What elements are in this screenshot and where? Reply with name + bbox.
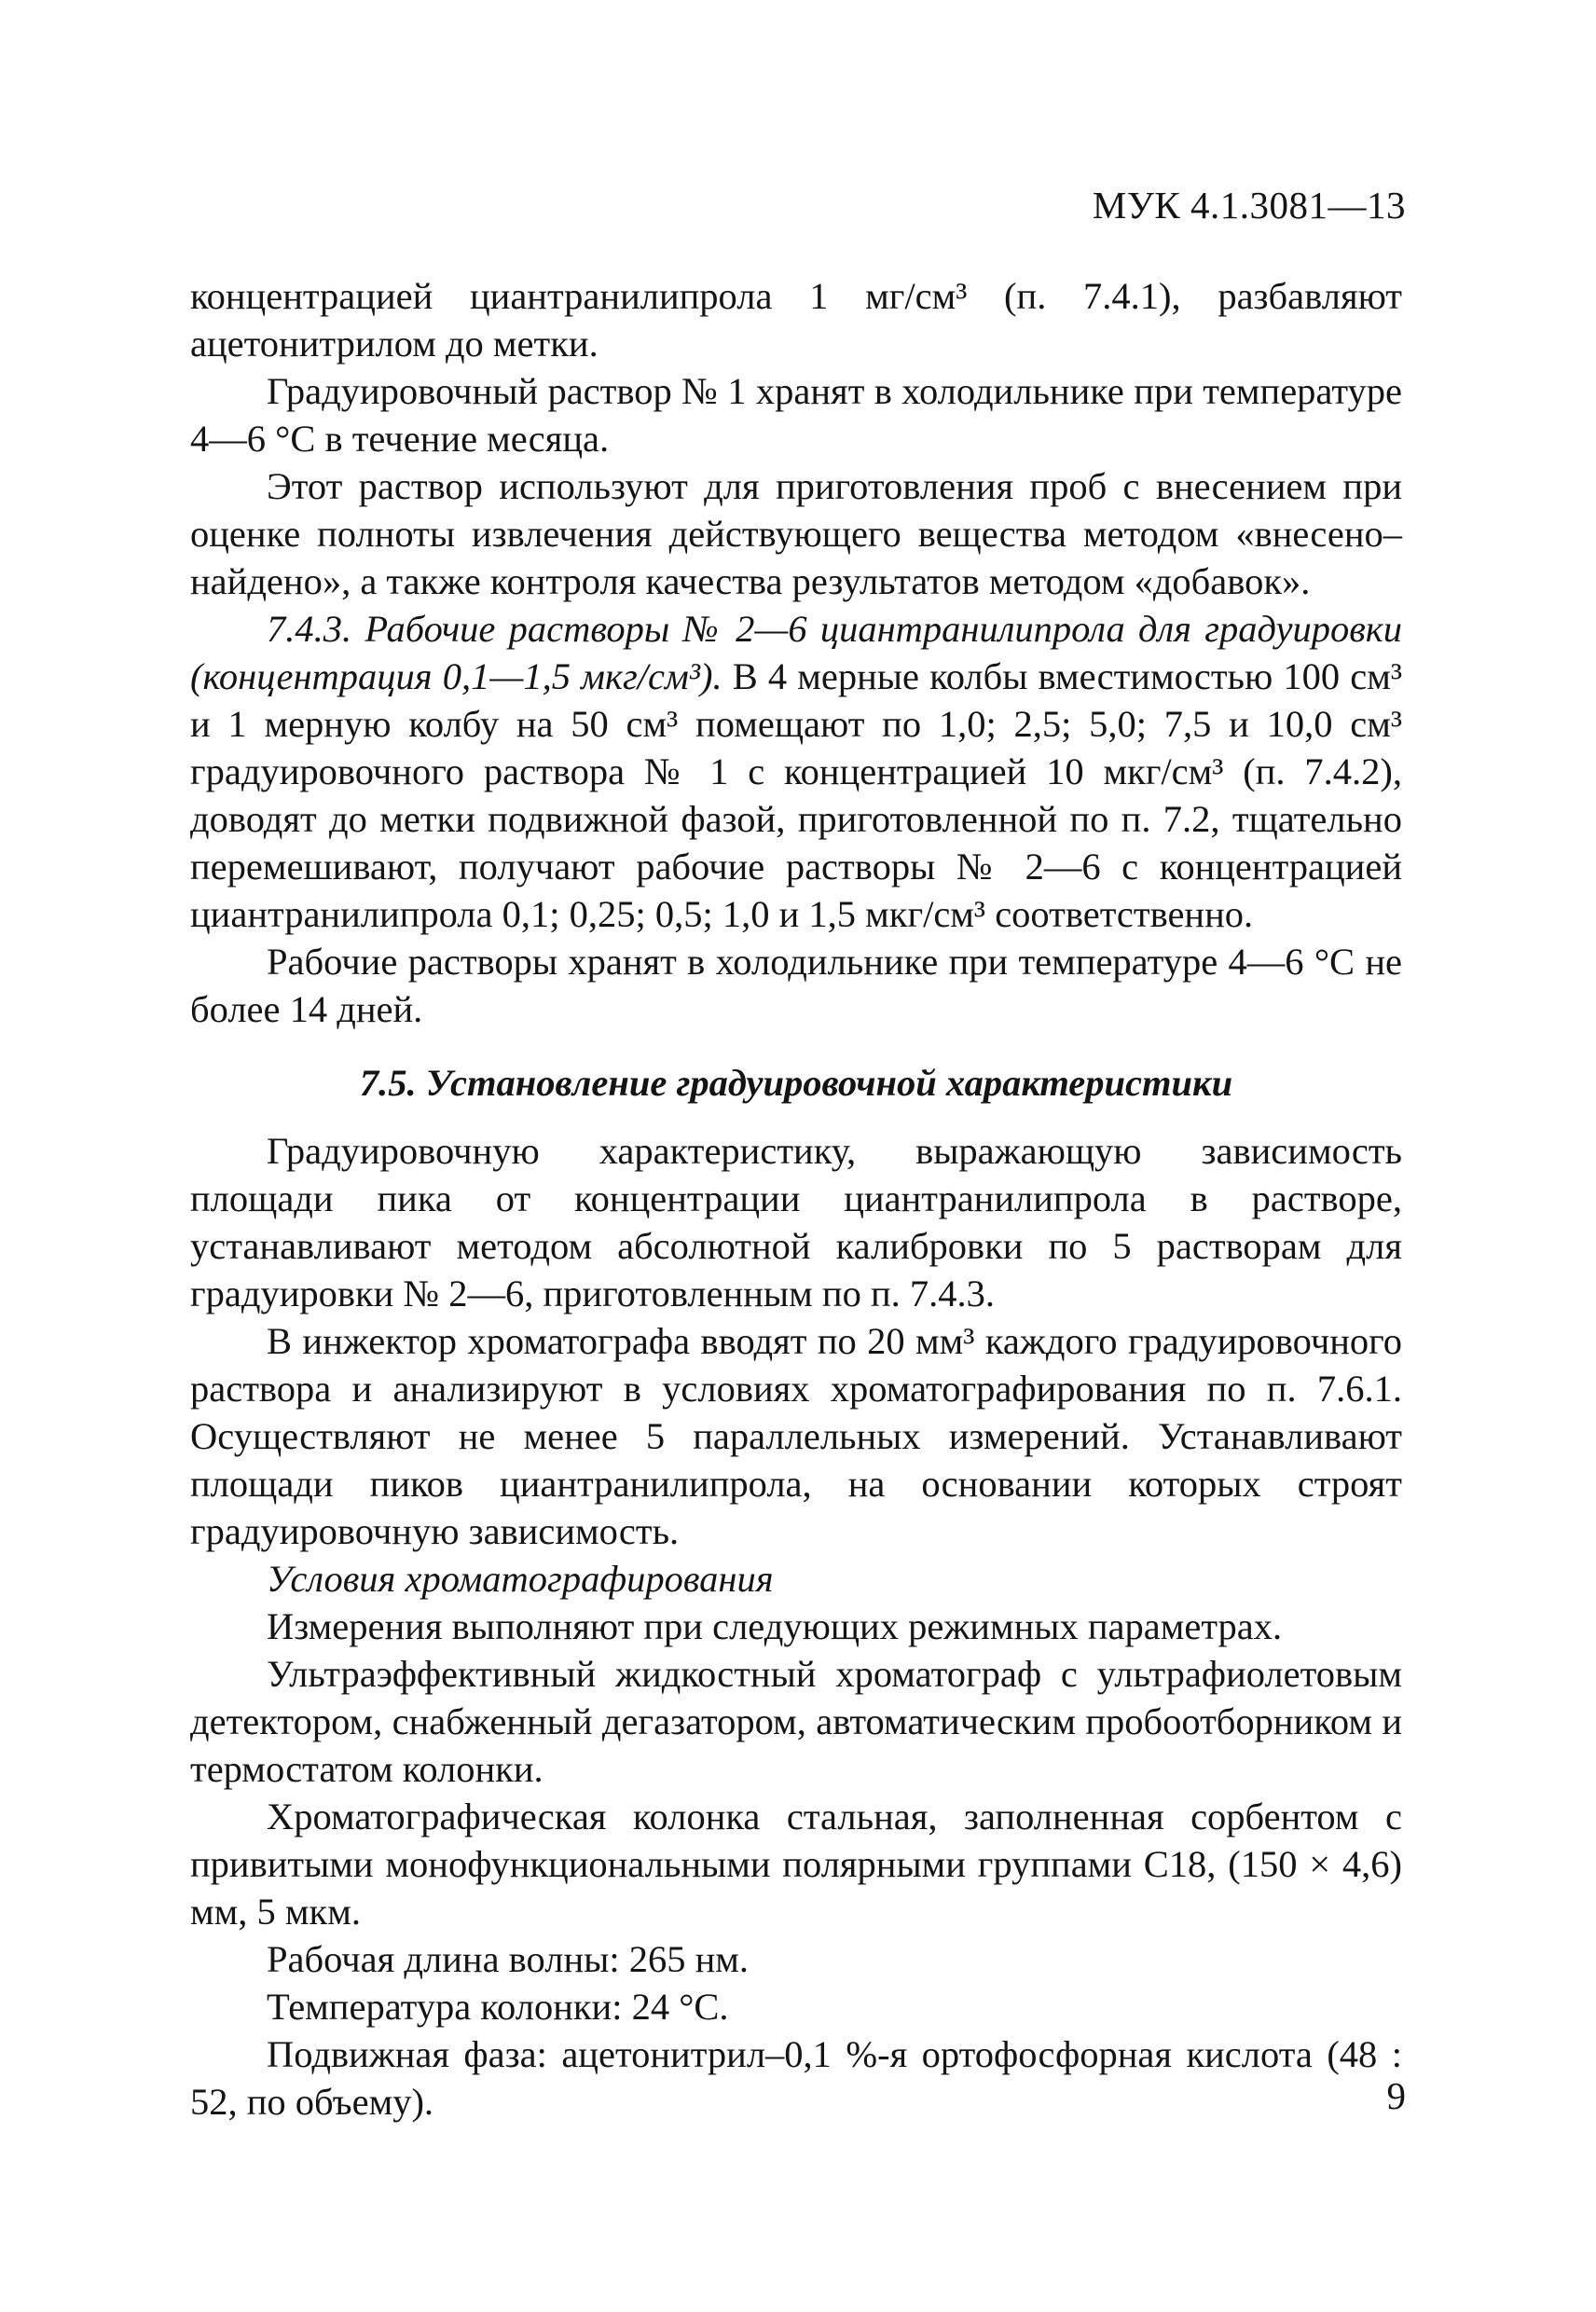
paragraph-column: Хроматографическая колонка стальная, заполненная сорбентом с привитыми монофункциональными полярными группами С18, (150 × 4,6) мм, 5 мкм. [190,1796,1402,1933]
paragraph-measurement-params: Измерения выполняют при следующих режимных параметрах. [267,1605,1283,1647]
paragraph-continuation: концентрацией циантранилипрола 1 мг/см³ (п. 7.4.1), разбавляют ацетонитрилом до метки. [190,275,1402,365]
page-number: 9 [1386,2074,1406,2117]
paragraph-working-storage: Рабочие растворы хранят в холодильнике при температуре 4—6 °С не более 14 дней. [190,941,1402,1030]
paragraph-wavelength: Рабочая длина волны: 265 нм. [267,1938,750,1980]
paragraph-calibration-characteristic: Градуировочную характеристику, выражающую зависимость площади пика от концентрации циантранилипрола в растворе, устанавливают методом абсолютной калибровки по 5 растворам для градуировки № 2—6, приготовленным по п. 7.4.3. [190,1130,1402,1314]
paragraph-column-temperature: Температура колонки: 24 °С. [267,1986,729,2028]
section-heading-7-5: 7.5. Установление градуировочной характеристики [359,1062,1233,1104]
subsection-title-7-4-3: 7.4.3. Рабочие растворы № 2—6 циантранилипрола для градуировки (концентрация 0,1—1,5 мкг/см³). [190,608,1402,697]
subsection-body-7-4-3: В 4 мерные колбы вместимостью 100 см³ и 1 мерную колбу на 50 см³ помещают по 1,0; 2,5; 5,0; 7,5 и 10,0 см³ градуировочного раствора № 1 с концентрацией 10 мкг/см³ (п. 7.4.2), доводят до метки подвижной фазой, приготовленной по п. 7.2, тщательно перемешивают, получают рабочие растворы № 2—6 с концентрацией циантранилипрола 0,1; 0,25; 0,5; 1,0 и 1,5 мкг/см³ соответственно. [190,655,1402,935]
document-code: МУК 4.1.3081—13 [1092,184,1406,227]
paragraph-working-solutions [190,605,1402,938]
conditions-heading: Условия хроматографирования [267,1558,774,1600]
paragraph-chromatograph: Ультраэффективный жидкостный хроматограф с ультрафиолетовым детектором, снабженный дегазатором, автоматическим пробоотборником и термостатом колонки. [190,1653,1402,1790]
paragraph-injection: В инжектор хроматографа вводят по 20 мм³ каждого градуировочного раствора и анализируют в условиях хроматографирования по п. 7.6.1. Осуществляют не менее 5 параллельных измерений. Устанавливают площади пиков циантранилипрола, на основании которых строят градуировочную зависимость. [190,1320,1402,1552]
paragraph-solution-usage: Этот раствор используют для приготовления проб с внесением при оценке полноты извлечения действующего вещества методом «внесено–найдено», а также контроля качества результатов методом «добавок». [190,465,1402,602]
paragraph-mobile-phase: Подвижная фаза: ацетонитрил–0,1 %-я ортофосфорная кислота (48 : 52, по объему). [190,2033,1402,2123]
page-body [190,272,1402,2126]
paragraph-storage-solution-1: Градуировочный раствор № 1 хранят в холодильнике при температуре 4—6 °С в течение месяца. [190,370,1402,460]
